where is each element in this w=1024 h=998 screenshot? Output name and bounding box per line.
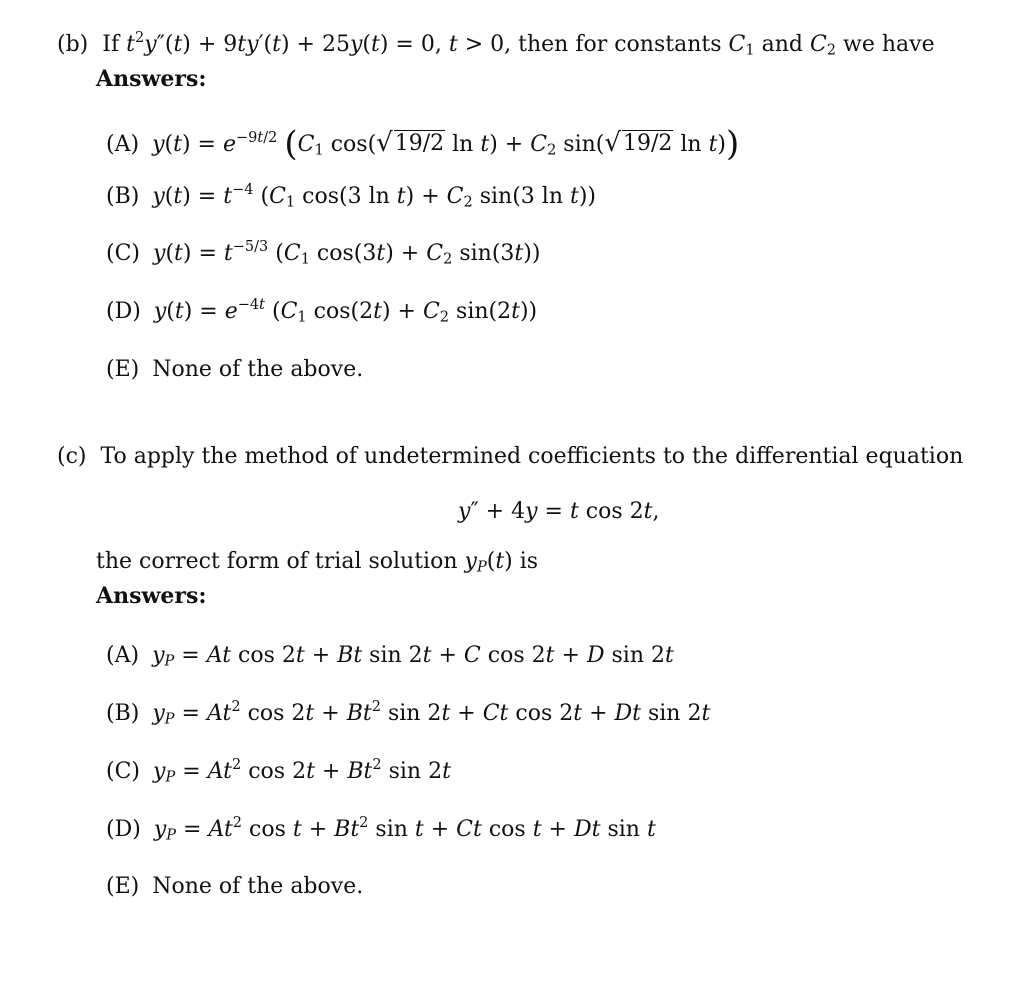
part-b-option-b[interactable] (106, 184, 596, 209)
option-expression: $y(t) = t^{-4}$ ($C_1$ cos(3 $\ln t) + C_2$ sin(3 ln t)) (152, 182, 597, 211)
part-b-option-c[interactable] (106, 241, 540, 266)
part-c-option-e[interactable] (106, 874, 363, 899)
option-label: (E) (106, 357, 140, 382)
option-text: None of the above. (152, 874, 364, 899)
part-c-option-b[interactable] (106, 701, 710, 726)
part-c-option-c[interactable] (106, 759, 451, 784)
option-label: (B) (106, 701, 140, 726)
option-label: (D) (106, 299, 141, 324)
part-b-label: (b) (57, 32, 89, 57)
part-c-follow-up: the correct form of trial solution $y_P(t)$ is (96, 549, 539, 576)
part-b-option-d[interactable] (106, 299, 537, 324)
option-text: None of the above. (152, 357, 364, 382)
part-c-label: (c) (57, 444, 87, 469)
option-expression: $y(t) = t^{-5/3}$ ($C_1$ $\cos(3t) + C_2$ sin(3t)) (153, 239, 541, 268)
option-expression: $y_P = At$ cos 2t + Bt sin 2t + C cos 2t + D sin 2t (152, 643, 674, 670)
part-c-option-d[interactable] (106, 817, 656, 842)
part-b-option-e[interactable] (106, 357, 363, 382)
part-b-question (57, 32, 935, 57)
option-expression: $y_P = At^2$ $\cos 2t + Bt^2$ sin 2t + Ct cos 2t + Dt sin 2t (152, 699, 711, 728)
option-expression: $y_P = At^2$ $\cos 2t + Bt^2$ sin 2t (153, 757, 451, 786)
part-c-option-a[interactable] (106, 643, 674, 668)
option-label: (C) (106, 759, 140, 784)
option-expression: $y(t) = e^{-9t/2}$ ($C_1$ cos( √ 19/2 $\ln t) + C_2$ sin( √ 19/2 ln t)) (152, 124, 740, 164)
option-label: (A) (106, 132, 140, 157)
option-label: (A) (106, 643, 140, 668)
option-label: (E) (106, 874, 140, 899)
part-c-question-text: To apply the method of undetermined coefficients to the differential equation (100, 444, 964, 469)
part-b-equation: $t^2y''(t) + 9ty'(t) + 25y(t) = 0$, t > 0, (126, 30, 512, 57)
part-c-equation: y″ + 4y = t cos 2t, (458, 499, 660, 524)
option-label: (D) (106, 817, 141, 842)
part-b-option-a[interactable] (106, 124, 740, 164)
part-c-question (57, 444, 963, 469)
option-expression: $y_P = At^2$ $\cos t + Bt^2$ sin t + Ct cos t + Dt sin t (153, 815, 656, 844)
part-b-answers-heading: Answers: (96, 66, 207, 92)
option-expression: $y(t) = e^{-4t}$ ($C_1$ $\cos(2t) + C_2$ sin(2t)) (153, 297, 538, 326)
part-b-lead: If (102, 32, 120, 57)
option-label: (C) (106, 241, 140, 266)
part-b-tail: then for constants $C_1$ and $C_2$ we have (518, 32, 935, 59)
option-label: (B) (106, 184, 140, 209)
part-c-answers-heading: Answers: (96, 583, 207, 609)
